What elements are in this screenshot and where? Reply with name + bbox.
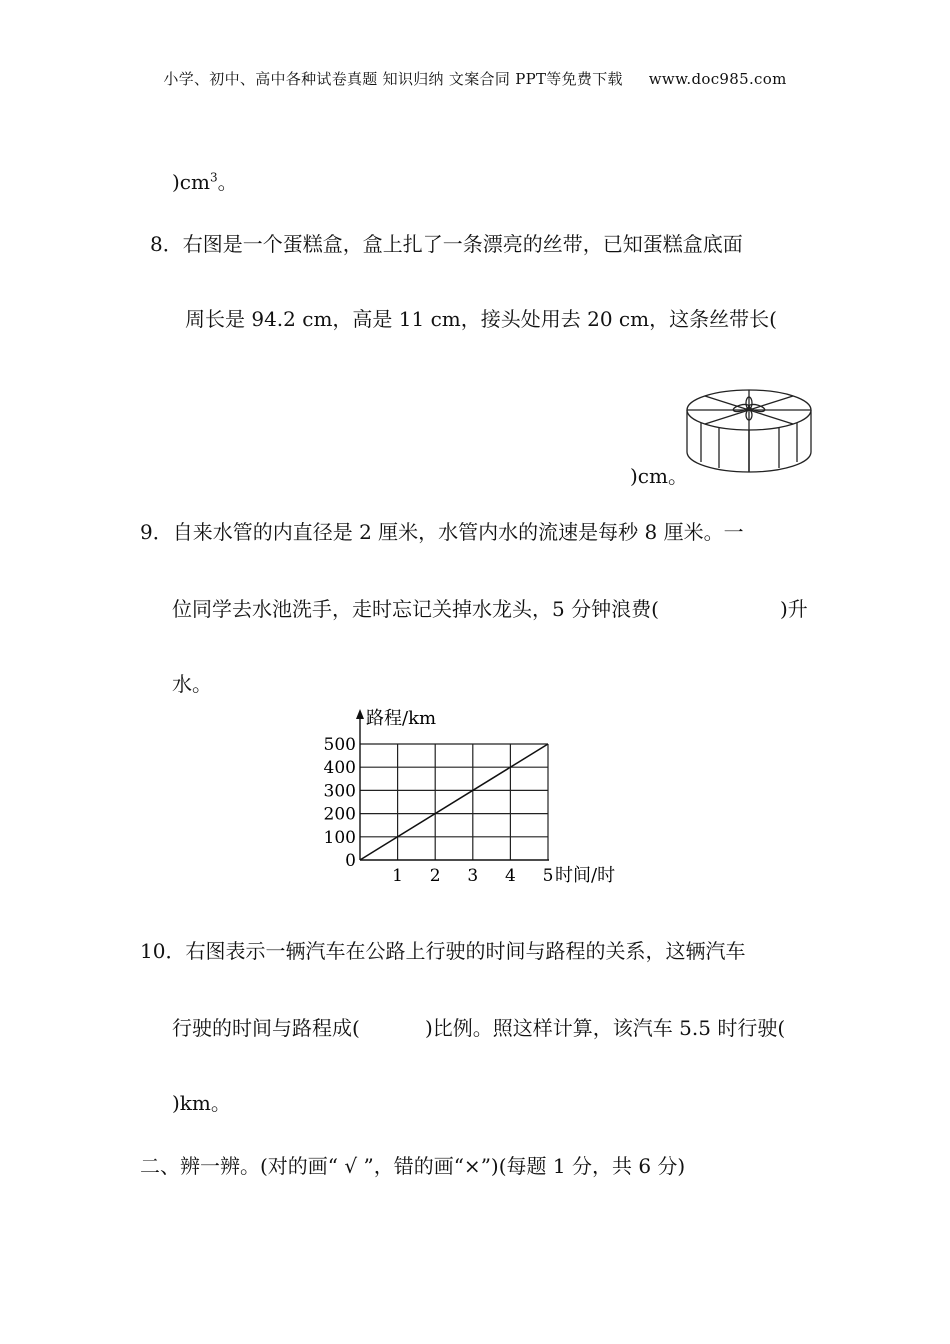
x-tick-1: 1 [392, 866, 404, 886]
q7-tail-sup: 3 [209, 170, 218, 185]
x-tick-5: 5 [542, 866, 554, 886]
q10-line-2b: )比例。照这样计算，该汽车 5.5 时行驶( [425, 1016, 786, 1040]
q10-line-2a: 行驶的时间与路程成( [172, 1016, 360, 1040]
q9-line-1: 9．自来水管的内直径是 2 厘米，水管内水的流速是每秒 8 厘米。一 [140, 520, 744, 544]
series-line-0 [360, 744, 548, 860]
header-text: 小学、初中、高中各种试卷真题 知识归纳 文案合同 PPT等免费下载 [163, 70, 623, 88]
q8-line-2: 周长是 94.2 cm，高是 11 cm，接头处用去 20 cm，这条丝带长( [185, 307, 777, 331]
x-tick-4: 4 [504, 866, 516, 886]
q7-tail-suffix: 。 [217, 170, 238, 194]
y-tick-400: 400 [323, 758, 356, 779]
distance-time-graph [318, 707, 630, 890]
x-tick-2: 2 [429, 866, 441, 886]
y-axis-arrow [356, 709, 364, 719]
q7-answer-tail [172, 166, 238, 195]
y-tick-0: 0 [345, 851, 356, 871]
q8-line-1: 8．右图是一个蛋糕盒，盒上扎了一条漂亮的丝带，已知蛋糕盒底面 [150, 232, 743, 256]
page-header [0, 68, 950, 89]
x-tick-3: 3 [467, 866, 479, 886]
y-tick-300: 300 [323, 781, 356, 802]
q10-line-1: 10．右图表示一辆汽车在公路上行驶的时间与路程的关系，这辆汽车 [140, 939, 746, 963]
y-axis-label: 路程/km [366, 708, 437, 729]
q7-tail-prefix: )cm [172, 170, 210, 194]
x-axis-label: 时间/时 [555, 865, 616, 886]
y-tick-200: 200 [323, 804, 356, 825]
cake-box-figure [683, 386, 815, 478]
q10-line-3: )km。 [172, 1091, 231, 1115]
q8-line-3: )cm。 [630, 464, 688, 488]
y-tick-500: 500 [323, 735, 356, 755]
header-site: www.doc985.com [648, 70, 787, 88]
q9-line-2a: 位同学去水池洗手，走时忘记关掉水龙头，5 分钟浪费( [172, 597, 659, 621]
q9-line-2b: )升 [780, 597, 808, 621]
section-2-title: 二、辨一辨。(对的画“ √ ”，错的画“×”)(每题 1 分，共 6 分) [140, 1154, 686, 1178]
q9-line-3: 水。 [172, 672, 212, 696]
y-tick-100: 100 [323, 827, 356, 848]
